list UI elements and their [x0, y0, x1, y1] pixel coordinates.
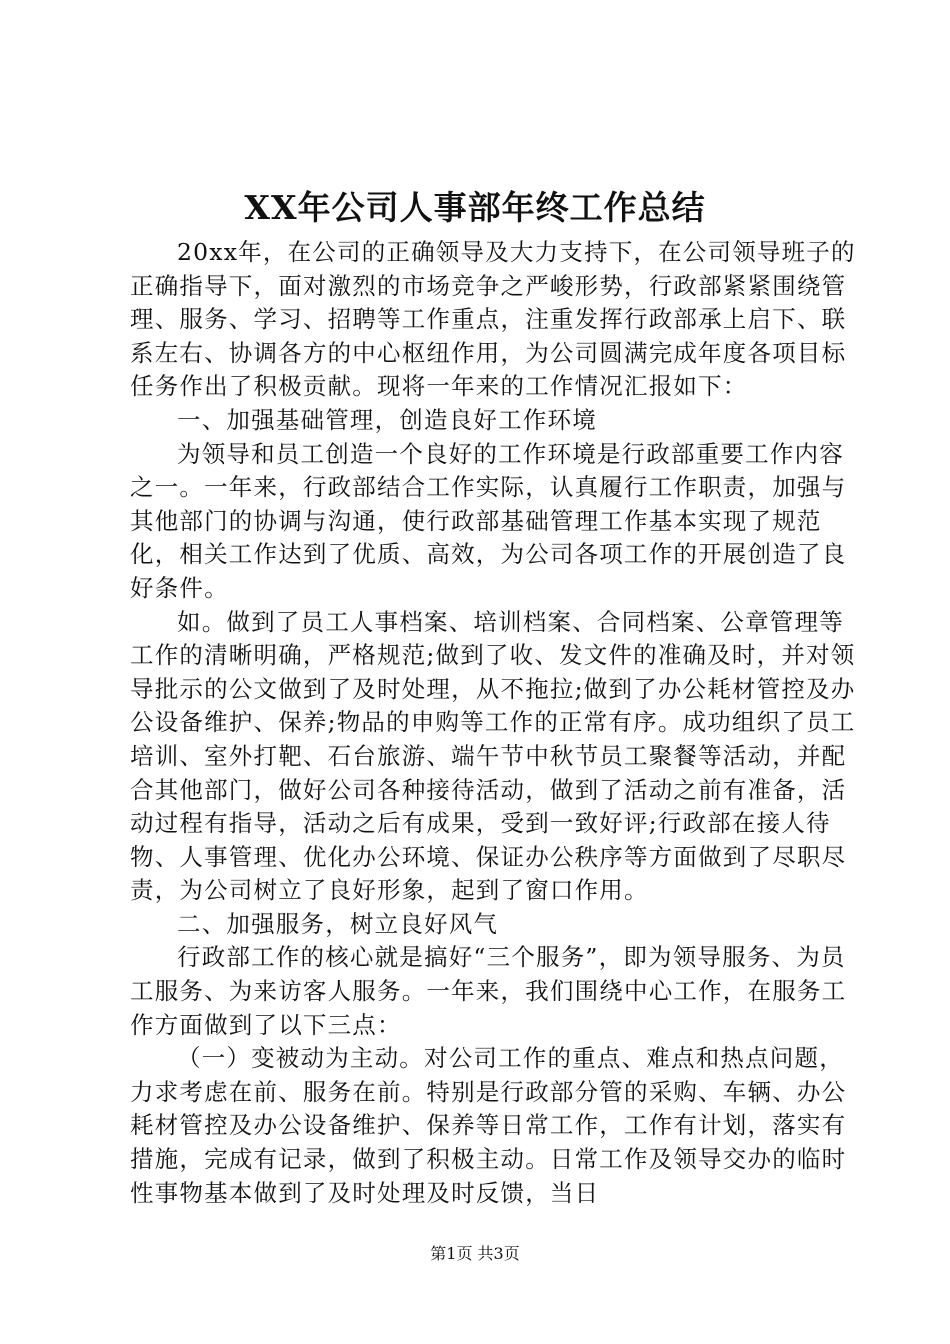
- section-heading-2: 二、加强服务，树立良好风气: [177, 909, 499, 938]
- intro-paragraph: 20xx年，在公司的正确领导及大力支持下，在公司领导班子的正确指导下，面对激烈的市场竞争之严峻形势，行政部紧紧围绕管理、服务、学习、招聘等工作重点，注重发挥行政部承上启下、联系左右、协调各方的中心枢纽作用，为公司圆满完成年度各项目标任务作出了积极贡献。现将一年来的工作情况汇报如下：: [130, 238, 856, 401]
- page-number-footer: 第1页 共3页: [430, 1244, 520, 1263]
- body-paragraph: 为领导和员工创造一个良好的工作环境是行政部重要工作内容之一。一年来，行政部结合工作实际，认真履行工作职责，加强与其他部门的协调与沟通，使行政部基础管理工作基本实现了规范化，相关工作达到了优质、高效，为公司各项工作的开展创造了良好条件。: [130, 439, 847, 602]
- section-heading-1: 一、加强基础管理，创造良好工作环境: [177, 405, 597, 434]
- body-paragraph: 行政部工作的核心就是搞好“三个服务”，即为领导服务、为员工服务、为来访客人服务。一年来，我们围绕中心工作，在服务工作方面做到了以下三点：: [130, 943, 847, 1039]
- document-title: XX年公司人事部年终工作总结: [244, 188, 706, 227]
- document-body: [130, 236, 860, 1210]
- body-paragraph: 如。做到了员工人事档案、培训档案、合同档案、公章管理等工作的清晰明确，严格规范;做到了收、发文件的准确及时，并对领导批示的公文做到了及时处理，从不拖拉;做到了办公耗材管控及办公设备维护、保养;物品的申购等工作的正常有序。成功组织了员工培训、室外打靶、石台旅游、端午节中秋节员工聚餐等活动，并配合其他部门，做好公司各种接待活动，做到了活动之前有准备，活动过程有指导，活动之后有成果，受到一致好评;行政部在接人待物、人事管理、优化办公环境、保证办公秩序等方面做到了尽职尽责，为公司树立了良好形象，起到了窗口作用。: [130, 607, 856, 905]
- body-paragraph: （一）变被动为主动。对公司工作的重点、难点和热点问题，力求考虑在前、服务在前。特别是行政部分管的采购、车辆、办公耗材管控及办公设备维护、保养等日常工作，工作有计划，落实有措施，完成有记录，做到了积极主动。日常工作及领导交办的临时性事物基本做到了及时处理及时反馈，当日: [130, 1044, 847, 1207]
